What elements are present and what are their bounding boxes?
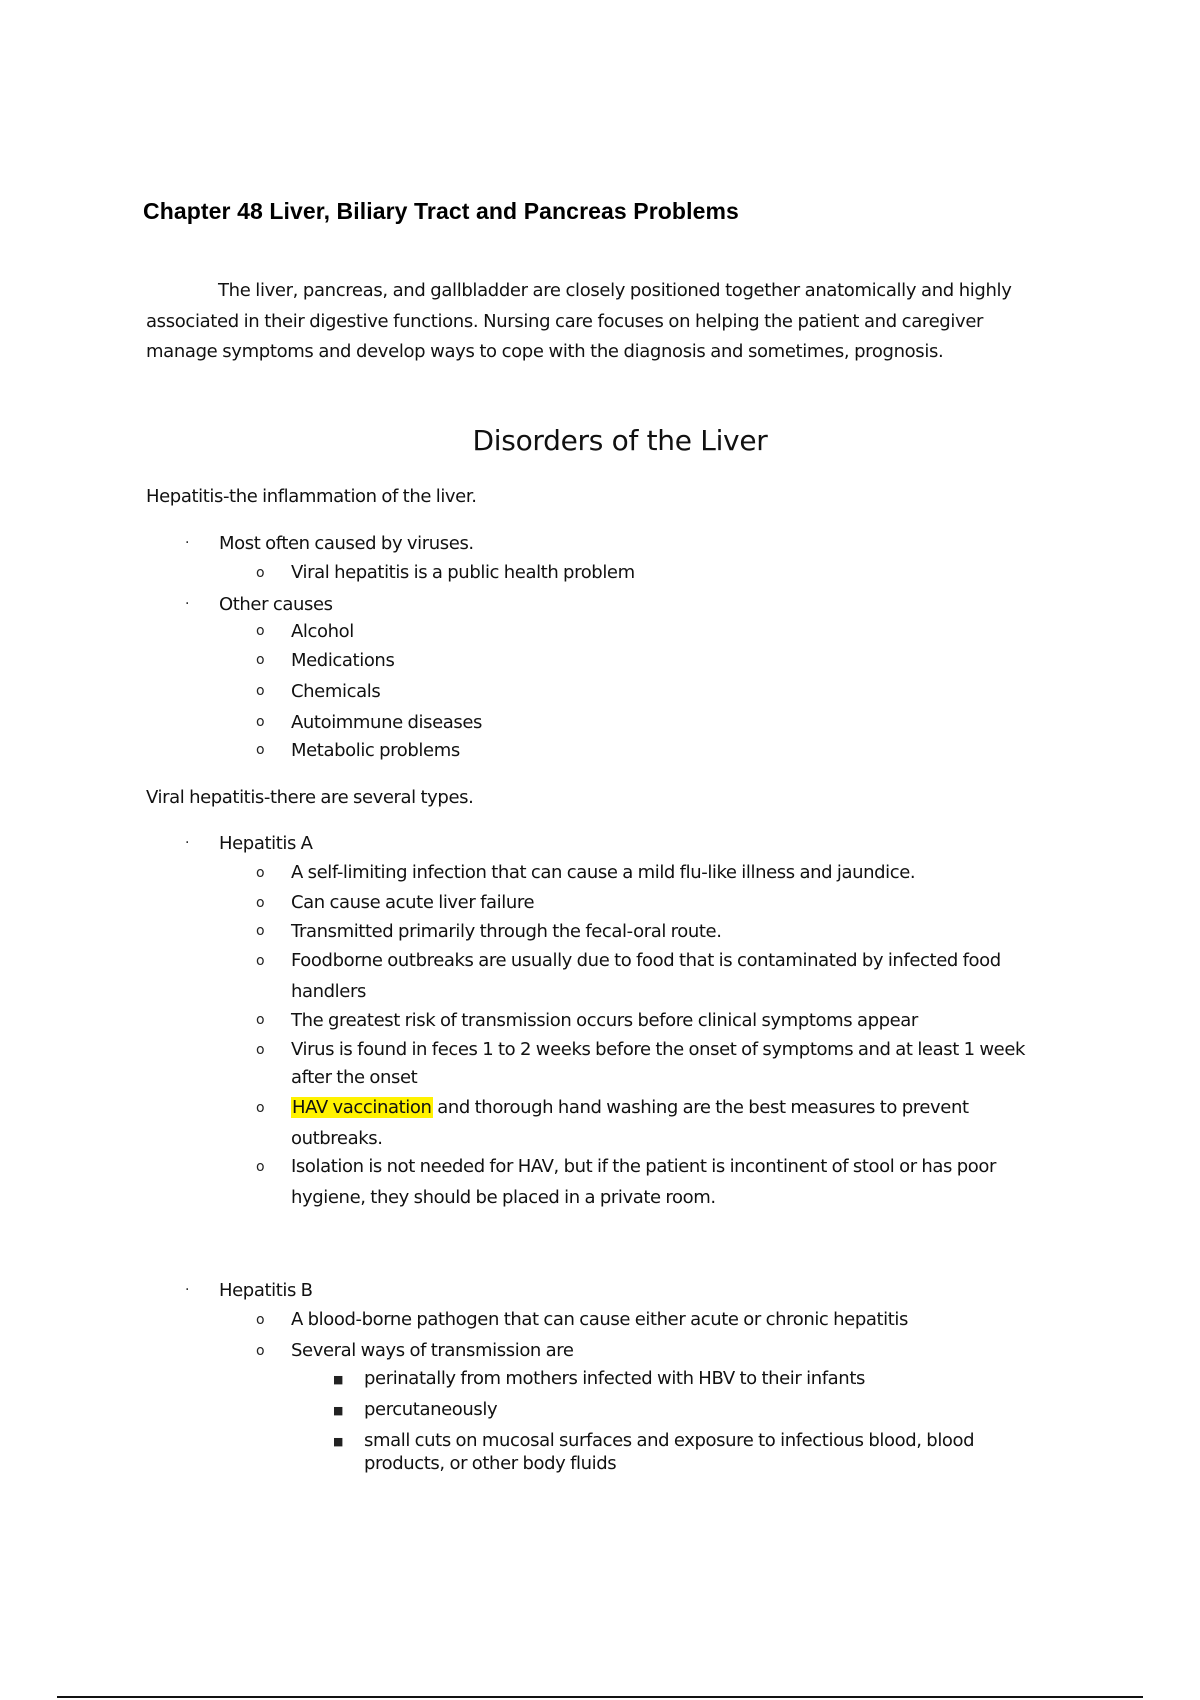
list-item: Autoimmune diseases [291, 712, 483, 733]
bullet-marker: · [185, 835, 190, 851]
intro-paragraph: The liver, pancreas, and gallbladder are closely positioned together anatomically and highly associated in their digestive functions. Nursing care focuses on helping the patient and caregiver manage symptoms and develop ways to cope with the diagnosis and sometimes, prognosis. [146, 280, 1012, 362]
square-marker: ■ [333, 1373, 344, 1386]
list-item: percutaneously [364, 1399, 498, 1420]
list-item-continuation: outbreaks. [291, 1128, 383, 1149]
footer-divider [57, 1696, 1143, 1698]
circle-marker: o [256, 865, 265, 881]
list-item: A self-limiting infection that can cause a mild flu-like illness and jaundice. [291, 862, 916, 883]
list-item: perinatally from mothers infected with HBV to their infants [364, 1368, 865, 1389]
square-marker: ■ [333, 1435, 344, 1448]
list-item-continuation: handlers [291, 981, 366, 1002]
list-item: small cuts on mucosal surfaces and exposure to infectious blood, blood [364, 1430, 975, 1451]
circle-marker: o [256, 683, 265, 699]
circle-marker: o [256, 1012, 265, 1028]
circle-marker: o [256, 895, 265, 911]
list-item: Viral hepatitis is a public health problem [291, 562, 635, 583]
list-item: A blood-borne pathogen that can cause either acute or chronic hepatitis [291, 1309, 908, 1330]
list-item [291, 1097, 969, 1118]
circle-marker: o [256, 1343, 265, 1359]
list-item: Foodborne outbreaks are usually due to food that is contaminated by infected food [291, 950, 1001, 971]
list-item: Other causes [219, 594, 333, 615]
section-title: Disorders of the Liver [472, 424, 768, 457]
list-item: Virus is found in feces 1 to 2 weeks before the onset of symptoms and at least 1 week [291, 1039, 1026, 1060]
circle-marker: o [256, 953, 265, 969]
circle-marker: o [256, 1100, 265, 1116]
list-item-text: and thorough hand washing are the best measures to prevent [437, 1097, 969, 1118]
list-item: Alcohol [291, 621, 354, 642]
circle-marker: o [256, 1159, 265, 1175]
circle-marker: o [256, 1042, 265, 1058]
circle-marker: o [256, 652, 265, 668]
bullet-marker: · [185, 535, 190, 551]
circle-marker: o [256, 714, 265, 730]
highlighted-text: HAV vaccination [292, 1097, 432, 1118]
list-item: Transmitted primarily through the fecal-oral route. [291, 921, 722, 942]
list-item: The greatest risk of transmission occurs before clinical symptoms appear [291, 1010, 918, 1031]
hepatitis-a-label: Hepatitis A [219, 833, 313, 854]
circle-marker: o [256, 623, 265, 639]
list-item: Metabolic problems [291, 740, 460, 761]
chapter-title: Chapter 48 Liver, Biliary Tract and Pancreas Problems [143, 198, 739, 224]
circle-marker: o [256, 742, 265, 758]
hepatitis-definition: Hepatitis-the inflammation of the liver. [146, 486, 477, 507]
list-item-continuation: products, or other body fluids [364, 1453, 617, 1474]
list-item-continuation: hygiene, they should be placed in a private room. [291, 1187, 716, 1208]
bullet-marker: · [185, 596, 190, 612]
circle-marker: o [256, 923, 265, 939]
list-item: Can cause acute liver failure [291, 892, 535, 913]
circle-marker: o [256, 1312, 265, 1328]
square-marker: ■ [333, 1404, 344, 1417]
hepatitis-b-label: Hepatitis B [219, 1280, 313, 1301]
list-item-continuation: after the onset [291, 1067, 418, 1088]
list-item: Chemicals [291, 681, 381, 702]
viral-hepatitis-intro: Viral hepatitis-there are several types. [146, 787, 474, 808]
list-item: Medications [291, 650, 395, 671]
list-item: Most often caused by viruses. [219, 533, 474, 554]
list-item: Isolation is not needed for HAV, but if the patient is incontinent of stool or has poor [291, 1156, 997, 1177]
bullet-marker: · [185, 1282, 190, 1298]
list-item: Several ways of transmission are [291, 1340, 574, 1361]
circle-marker: o [256, 565, 265, 581]
